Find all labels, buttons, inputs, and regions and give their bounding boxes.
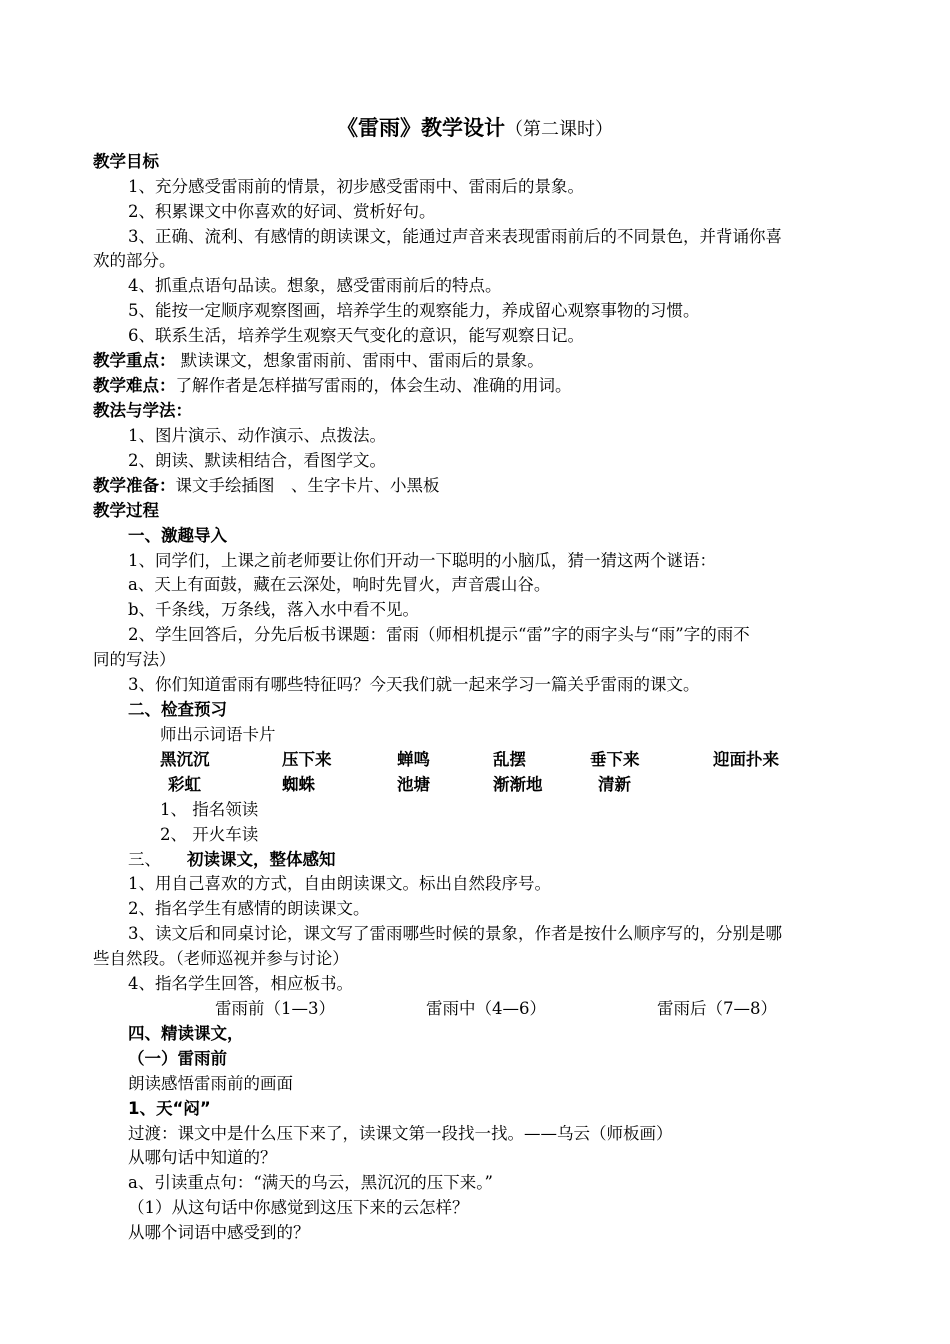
sec4-heading: 四、精读课文， [128, 1024, 244, 1043]
word-card: 压下来 [282, 750, 332, 769]
sec3-line-4: 4、指名学生回答，相应板书。 [128, 974, 353, 993]
method-2: 2、朗读、默读相结合，看图学文。 [128, 451, 386, 470]
sec4-intro: 朗读感悟雷雨前的画面 [128, 1074, 293, 1093]
sec4-line-3: a、引读重点句：“满天的乌云，黑沉沉的压下来。” [128, 1173, 493, 1192]
objective-5: 5、能按一定顺序观察图画，培养学生的观察能力，养成留心观察事物的习惯。 [128, 301, 700, 320]
sec4-point: 1、天“闷” [128, 1099, 211, 1118]
sec2-item-2: 2、 开火车读 [160, 825, 259, 844]
sec1-line-4-cont: 同的写法） [93, 650, 176, 669]
word-card: 乱摆 [493, 750, 526, 769]
word-card: 彩虹 [168, 775, 201, 794]
title-main: 《雷雨》教学设计 [337, 116, 505, 140]
process-heading: 教学过程 [93, 501, 159, 520]
document-title [0, 113, 950, 145]
objectives-heading: 教学目标 [93, 152, 159, 171]
sec3-line-3: 3、读文后和同桌讨论，课文写了雷雨哪些时候的景象，作者是按什么顺序写的，分别是哪 [128, 924, 782, 943]
objective-2: 2、积累课文中你喜欢的好词、赏析好句。 [128, 202, 436, 221]
sec1-line-5: 3、你们知道雷雨有哪些特征吗？今天我们就一起来学习一篇关乎雷雨的课文。 [128, 675, 700, 694]
sec2-heading: 二、检查预习 [128, 700, 227, 719]
word-card: 蜘蛛 [282, 775, 315, 794]
word-card: 池塘 [397, 775, 430, 794]
word-card: 清新 [598, 775, 631, 794]
word-card: 垂下来 [590, 750, 640, 769]
sec3-heading-text: 初读课文，整体感知 [187, 850, 336, 869]
sec3-line-3-cont: 些自然段。（老师巡视并参与讨论） [93, 949, 349, 968]
title-suffix: （第二课时） [505, 119, 613, 140]
sec4-line-2: 从哪句话中知道的？ [128, 1148, 277, 1167]
objective-6: 6、联系生活，培养学生观察天气变化的意识，能写观察日记。 [128, 326, 584, 345]
method-1: 1、图片演示、动作演示、点拨法。 [128, 426, 386, 445]
sec1-line-2: a、天上有面鼓，藏在云深处，响时先冒火，声音震山谷。 [128, 575, 551, 594]
sec3-heading [128, 848, 336, 872]
key-point-label: 教学重点： [93, 351, 176, 370]
objective-4: 4、抓重点语句品读。想象，感受雷雨前后的特点。 [128, 276, 502, 295]
board-during: 雷雨中（4—6） [426, 999, 546, 1018]
sec4-line-5: 从哪个词语中感受到的？ [128, 1223, 310, 1242]
word-card: 渐渐地 [493, 775, 543, 794]
sec2-item-1: 1、 指名领读 [160, 800, 259, 819]
sec2-intro: 师出示词语卡片 [160, 725, 276, 744]
key-point [93, 349, 544, 373]
preparation-label: 教学准备： [93, 476, 176, 495]
word-card: 黑沉沉 [160, 750, 210, 769]
difficulty-text: 了解作者是怎样描写雷雨的，体会生动、准确的用词。 [175, 376, 572, 395]
board-before: 雷雨前（1—3） [215, 999, 335, 1018]
methods-heading: 教法与学法： [93, 401, 192, 420]
sec1-line-1: 1、同学们，上课之前老师要让你们开动一下聪明的小脑瓜，猜一猜这两个谜语： [128, 551, 716, 570]
sec1-line-4: 2、学生回答后，分先后板书课题：雷雨（师相机提示“雷”字的雨字头与“雨”字的雨不 [128, 625, 750, 644]
sec4-line-1: 过渡：课文中是什么压下来了，读课文第一段找一找。——乌云（师板画） [128, 1124, 673, 1143]
objective-3: 3、正确、流利、有感情的朗读课文，能通过声音来表现雷雨前后的不同景色，并背诵你喜 [128, 227, 782, 246]
objective-1: 1、充分感受雷雨前的情景，初步感受雷雨中、雷雨后的景象。 [128, 177, 584, 196]
sec3-heading-num: 三、 [128, 850, 161, 869]
word-card: 蝉鸣 [397, 750, 430, 769]
sec4-line-4: （1）从这句话中你感觉到这压下来的云怎样？ [128, 1198, 469, 1217]
difficulty-label: 教学难点： [93, 376, 176, 395]
word-card: 迎面扑来 [713, 750, 779, 769]
sec1-heading: 一、激趣导入 [128, 526, 227, 545]
board-after: 雷雨后（7—8） [657, 999, 777, 1018]
objective-3-cont: 欢的部分。 [93, 251, 176, 270]
preparation [93, 474, 440, 498]
sec1-line-3: b、千条线，万条线，落入水中看不见。 [128, 600, 420, 619]
sec3-line-1: 1、用自己喜欢的方式，自由朗读课文。标出自然段序号。 [128, 874, 551, 893]
key-point-text: 默读课文，想象雷雨前、雷雨中、雷雨后的景象。 [175, 351, 544, 370]
sec4-sub: （一）雷雨前 [128, 1049, 227, 1068]
sec3-line-2: 2、指名学生有感情的朗读课文。 [128, 899, 370, 918]
difficulty [93, 374, 572, 398]
preparation-text: 课文手绘插图 、生字卡片、小黑板 [175, 476, 440, 495]
